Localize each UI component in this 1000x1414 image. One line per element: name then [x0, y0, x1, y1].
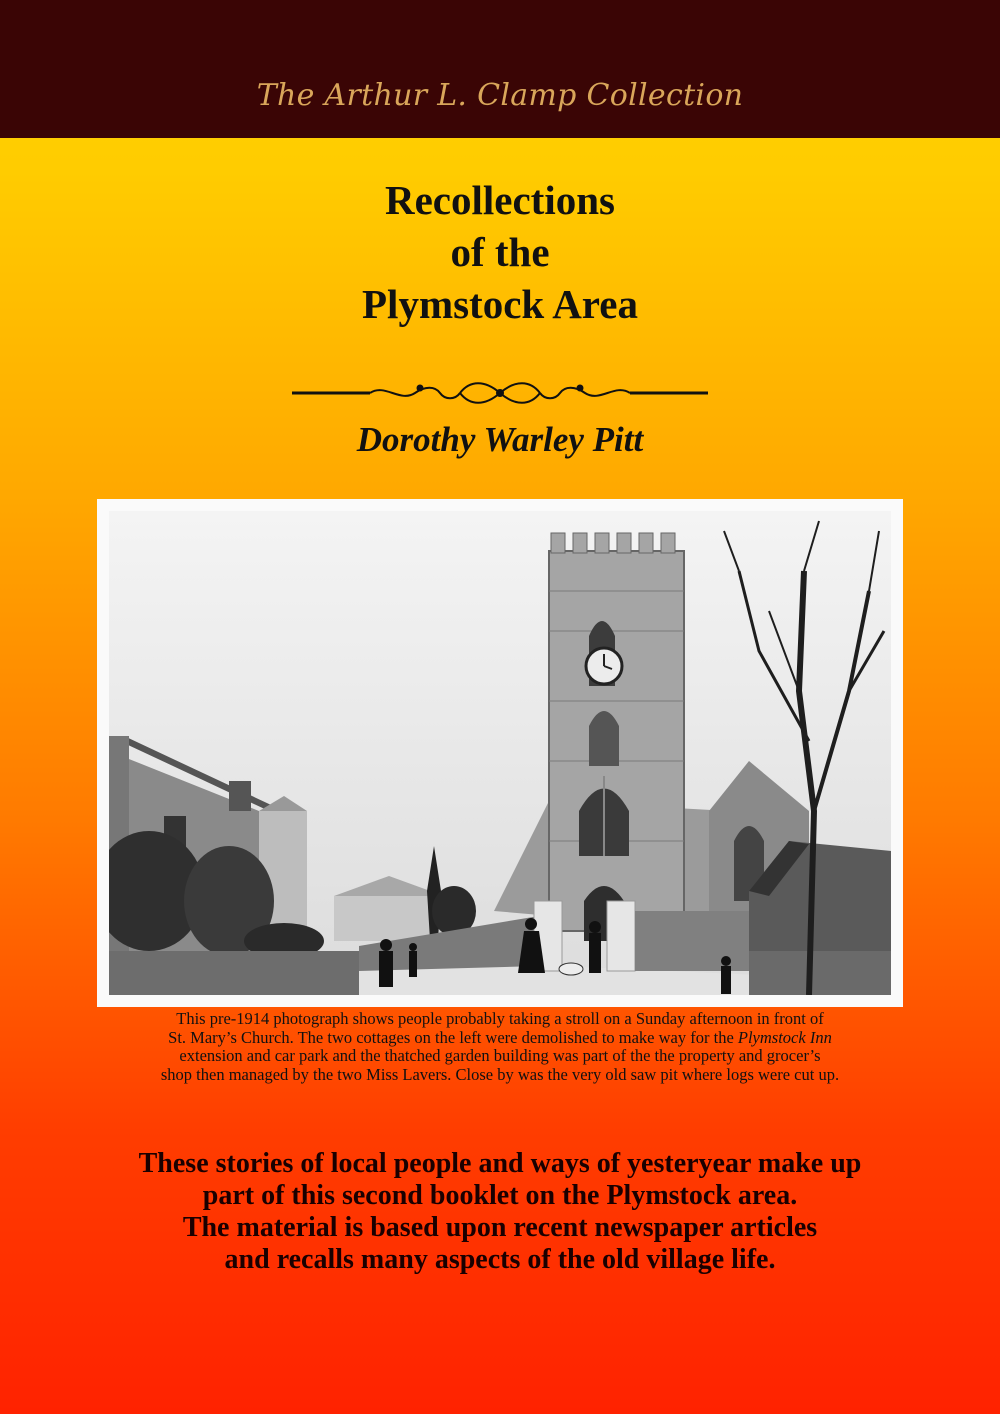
flourish-divider-icon	[290, 378, 710, 408]
blurb-line-2: part of this second booklet on the Plymstock area.	[202, 1180, 798, 1211]
caption-line-2-text: St. Mary’s Church. The two cottages on the left were demolished to make way for the	[168, 1027, 734, 1047]
book-title	[0, 174, 1000, 330]
title-line-1: Recollections	[385, 177, 615, 223]
church-illustration	[109, 511, 891, 995]
author-name: Dorothy Warley Pitt	[356, 420, 644, 459]
caption-line-3: extension and car park and the thatched garden building was part of the the property and grocer’s	[179, 1046, 821, 1065]
header-band	[0, 0, 1000, 138]
caption-line-4: shop then managed by the two Miss Lavers. Close by was the very old saw pit where logs were cut up.	[160, 1064, 840, 1084]
back-blurb	[40, 1148, 960, 1276]
caption-line-1: This pre-1914 photograph shows people probably taking a stroll on a Sunday afternoon in front of	[176, 1009, 824, 1028]
title-line-2: of the	[450, 229, 550, 275]
caption-inn-name: Plymstock Inn	[737, 1027, 832, 1047]
photo-caption	[90, 1010, 910, 1084]
blurb-line-4: and recalls many aspects of the old village life.	[224, 1244, 776, 1275]
church-photograph	[97, 499, 903, 1007]
caption-line-2	[90, 1029, 910, 1048]
series-title: The Arthur L. Clamp Collection	[256, 78, 744, 113]
title-line-3: Plymstock Area	[362, 281, 638, 327]
blurb-line-3: The material is based upon recent newspaper articles	[182, 1212, 818, 1243]
blurb-line-1: These stories of local people and ways of yesteryear make up	[138, 1148, 862, 1179]
